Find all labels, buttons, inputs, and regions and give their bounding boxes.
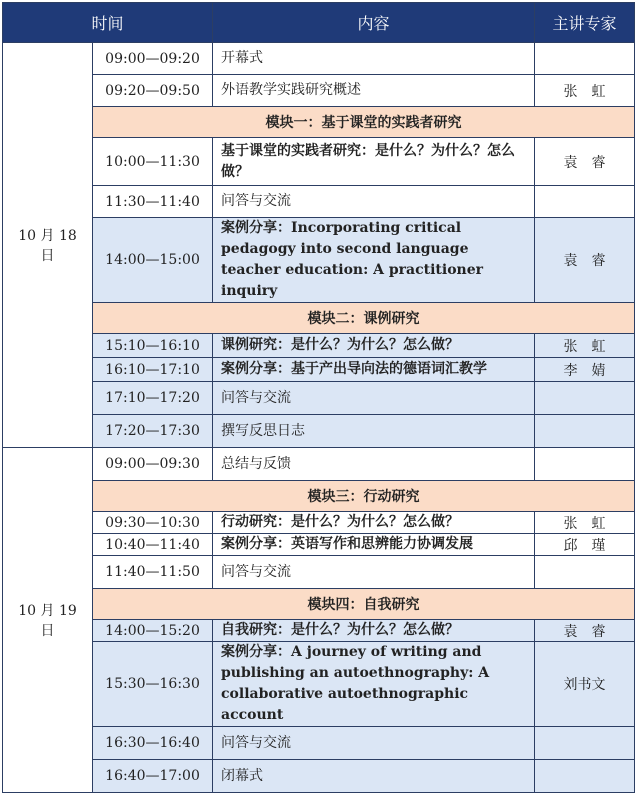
module-title: 模块二：课例研究	[93, 303, 635, 334]
time-cell: 15:10—16:10	[93, 334, 213, 358]
schedule-row	[3, 727, 635, 760]
schedule-row	[3, 512, 635, 534]
content-cell: 问答与交流	[213, 186, 535, 218]
content-cell: 闭幕式	[213, 760, 535, 793]
content-cell: 自我研究：是什么？为什么？怎么做？	[213, 620, 535, 642]
content-cell: 案例分享：Incorporating critical pedagogy into second language teacher education: A practitioner inquiry	[213, 218, 535, 303]
time-cell: 11:30—11:40	[93, 186, 213, 218]
content-cell: 案例分享：英语写作和思辨能力协调发展	[213, 534, 535, 556]
time-cell: 11:40—11:50	[93, 556, 213, 589]
content-cell: 总结与反馈	[213, 448, 535, 481]
schedule-row	[3, 642, 635, 727]
header-speaker: 主讲专家	[535, 3, 635, 43]
speaker-cell: 邱 瑾	[535, 534, 635, 556]
speaker-cell	[535, 186, 635, 218]
speaker-cell	[535, 727, 635, 760]
schedule-row	[3, 218, 635, 303]
schedule-row	[3, 334, 635, 358]
time-cell: 09:00—09:20	[93, 43, 213, 75]
schedule-row	[3, 534, 635, 556]
module-title: 模块三：行动研究	[93, 481, 635, 512]
schedule-row	[3, 448, 635, 481]
module-row	[3, 589, 635, 620]
time-cell: 17:20—17:30	[93, 415, 213, 448]
header-time: 时间	[3, 3, 213, 43]
schedule-row	[3, 556, 635, 589]
speaker-cell	[535, 556, 635, 589]
speaker-cell: 张 虹	[535, 334, 635, 358]
schedule-row	[3, 43, 635, 75]
module-row	[3, 107, 635, 138]
schedule-row	[3, 382, 635, 415]
speaker-cell	[535, 760, 635, 793]
content-cell: 行动研究：是什么？为什么？怎么做？	[213, 512, 535, 534]
module-row	[3, 303, 635, 334]
schedule-row	[3, 415, 635, 448]
speaker-cell	[535, 43, 635, 75]
content-cell: 基于课堂的实践者研究：是什么？为什么？怎么做？	[213, 138, 535, 186]
schedule-row	[3, 186, 635, 218]
speaker-cell: 张 虹	[535, 512, 635, 534]
content-cell: 撰写反思日志	[213, 415, 535, 448]
schedule-table	[2, 2, 635, 793]
module-title: 模块四：自我研究	[93, 589, 635, 620]
speaker-cell: 刘书文	[535, 642, 635, 727]
speaker-cell: 袁 睿	[535, 218, 635, 303]
module-title: 模块一：基于课堂的实践者研究	[93, 107, 635, 138]
content-cell: 问答与交流	[213, 727, 535, 760]
speaker-cell	[535, 415, 635, 448]
time-cell: 16:30—16:40	[93, 727, 213, 760]
time-cell: 14:00—15:20	[93, 620, 213, 642]
schedule-row	[3, 75, 635, 107]
time-cell: 14:00—15:00	[93, 218, 213, 303]
header-row	[3, 3, 635, 43]
time-cell: 16:10—17:10	[93, 358, 213, 382]
speaker-cell: 袁 睿	[535, 138, 635, 186]
content-cell: 案例分享：基于产出导向法的德语词汇教学	[213, 358, 535, 382]
time-cell: 15:30—16:30	[93, 642, 213, 727]
module-row	[3, 481, 635, 512]
header-content: 内容	[213, 3, 535, 43]
content-cell: 课例研究：是什么？为什么？怎么做？	[213, 334, 535, 358]
time-cell: 09:00—09:30	[93, 448, 213, 481]
schedule-row	[3, 760, 635, 793]
time-cell: 09:30—10:30	[93, 512, 213, 534]
date-cell: 10 月 18 日	[3, 43, 93, 448]
content-cell: 问答与交流	[213, 382, 535, 415]
speaker-cell: 袁 睿	[535, 620, 635, 642]
time-cell: 10:00—11:30	[93, 138, 213, 186]
content-cell: 开幕式	[213, 43, 535, 75]
speaker-cell: 张 虹	[535, 75, 635, 107]
content-cell: 案例分享：A journey of writing and publishing an autoethnography: A collaborative autoethnographic account	[213, 642, 535, 727]
time-cell: 10:40—11:40	[93, 534, 213, 556]
schedule-row	[3, 138, 635, 186]
time-cell: 09:20—09:50	[93, 75, 213, 107]
time-cell: 16:40—17:00	[93, 760, 213, 793]
date-cell: 10 月 19 日	[3, 448, 93, 793]
speaker-cell	[535, 448, 635, 481]
schedule-row	[3, 620, 635, 642]
speaker-cell: 李 婧	[535, 358, 635, 382]
content-cell: 外语教学实践研究概述	[213, 75, 535, 107]
content-cell: 问答与交流	[213, 556, 535, 589]
time-cell: 17:10—17:20	[93, 382, 213, 415]
schedule-row	[3, 358, 635, 382]
speaker-cell	[535, 382, 635, 415]
